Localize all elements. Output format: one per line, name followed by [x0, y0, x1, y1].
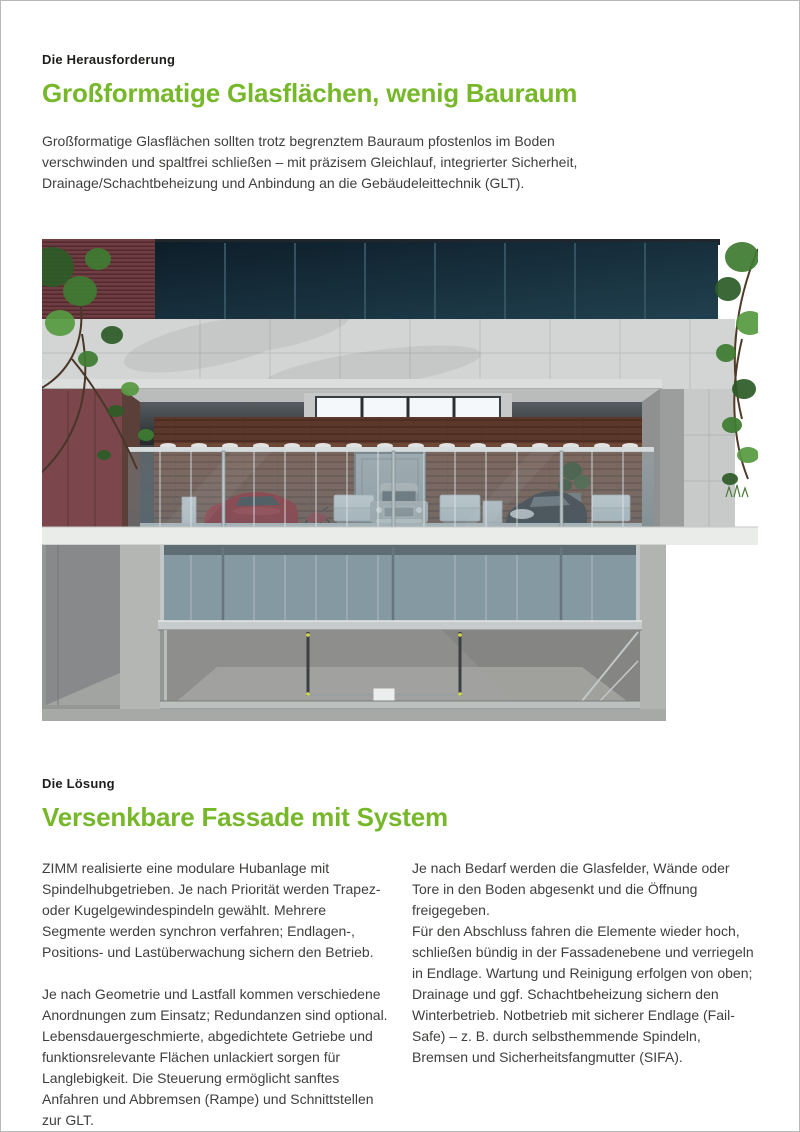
facade-upper: [42, 239, 735, 402]
building-cross-section-svg: [42, 239, 758, 721]
glass-facade: [128, 447, 654, 527]
solution-left-paragraph-2: Je nach Geometrie und Lastfall kommen verschiedene Anordnungen zum Einsatz; Redundanzen sind optional. Lebensdauergeschmierte, abgedichtete Getriebe und funktionsrelevante Flächen unlackiert sorgen für Langlebigkeit. Die Steuerung ermöglicht sanftes Anfahren und Abbremsen (Rampe) und Schnittstellen zur GLT.: [42, 986, 388, 1129]
showroom: [42, 389, 735, 529]
page-content: [1, 1, 799, 1131]
building-cross-section-image: [42, 239, 758, 721]
solution-right-paragraph-2: Für den Abschluss fahren die Elemente wieder hoch, schließen bündig in der Fassadenebene und verriegeln in Endlage. Wartung und Reinigung erfolgen von oben; Drainage und ggf. Schachtbeheizung sichern den Winterbetrieb. Notbetrieb mit sicherer Endlage (Fail-Safe) – z. B. durch selbsthemmende Spindeln, Bremsen und Sicherheitsfangmutter (SIFA).: [412, 923, 754, 1066]
solution-title: Versenkbare Fassade mit System: [42, 802, 448, 833]
solution-column-right: [412, 858, 758, 1131]
solution-eyebrow: Die Lösung: [42, 776, 115, 792]
spindle-right: [459, 632, 462, 696]
basement-room-left: [46, 545, 120, 705]
pit: [164, 630, 640, 701]
challenge-eyebrow: Die Herausforderung: [42, 52, 176, 67]
glass-curtain-band: [155, 242, 718, 319]
solution-left-paragraph-1: ZIMM realisierte eine modulare Hubanlage mit Spindelhubgetrieben. Je nach Priorität werden Trapez- oder Kugelgewindespindeln gewählt. Mehrere Segmente werden synchron verfahren; Endlagen-, Positions- und Lastüberwachung sichern den Betrieb.: [42, 860, 381, 961]
basement: [42, 545, 666, 721]
basement-base: [42, 709, 666, 721]
solution-right-paragraph-1: Je nach Bedarf werden die Glasfelder, Wände oder Tore in den Boden abgesenkt und die Öffnung freigegeben.: [412, 860, 730, 919]
pillar-left: [120, 545, 160, 721]
solution-columns: [42, 858, 758, 1131]
challenge-title: Großformatige Glasflächen, wenig Bauraum: [42, 78, 578, 108]
challenge-intro: Großformatige Glasflächen sollten trotz begrenztem Bauraum pfostenlos im Boden verschwinden und spaltfrei schließen – mit präzisem Gleichlauf, integrierter Sicherheit, Drainage/Schachtbeheizung und Anbindung an die Gebäudeleittechnik (GLT).: [42, 133, 578, 192]
shaft-glass-panels: [160, 545, 640, 621]
solution-section: [42, 777, 758, 1131]
ground-slab: [42, 527, 758, 545]
challenge-section: [42, 53, 758, 194]
steel-beam: [158, 621, 642, 630]
pit-sill: [160, 701, 640, 709]
spindle-left: [307, 632, 310, 696]
solution-column-left: [42, 858, 388, 1131]
pillar-right: [640, 545, 666, 721]
gearbox: [373, 688, 395, 701]
